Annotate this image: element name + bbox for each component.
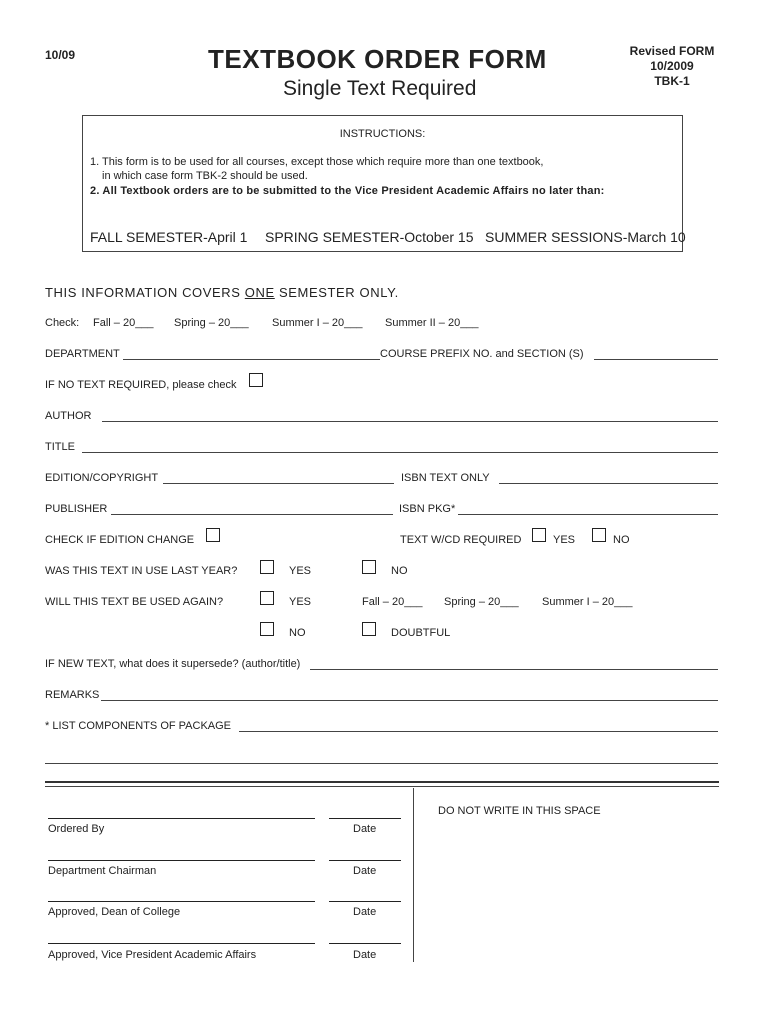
- last-year-no-checkbox[interactable]: [362, 560, 376, 574]
- last-year-yes-label: YES: [289, 565, 312, 577]
- text-cd-yes-checkbox[interactable]: [532, 528, 546, 542]
- used-again-yes-checkbox[interactable]: [260, 591, 274, 605]
- check-spring[interactable]: Spring – 20___: [174, 317, 249, 329]
- dean-date-line[interactable]: [329, 901, 401, 902]
- revision-block: [626, 44, 718, 89]
- dean-date-label: Date: [353, 906, 377, 918]
- used-again-label: WILL THIS TEXT BE USED AGAIN?: [45, 596, 224, 608]
- used-again-yes-label: YES: [289, 596, 312, 608]
- text-cd-no-checkbox[interactable]: [592, 528, 606, 542]
- ordered-by-date-label: Date: [353, 823, 377, 835]
- office-use-divider: [413, 788, 414, 962]
- semester-note: [45, 285, 399, 300]
- dean-label: Approved, Dean of College: [48, 906, 181, 918]
- chairman-date-line[interactable]: [329, 860, 401, 861]
- title-label: TITLE: [45, 441, 75, 453]
- deadline-summer: SUMMER SESSIONS-March 10: [485, 229, 686, 245]
- form-subtitle: Single Text Required: [283, 77, 477, 100]
- department-field[interactable]: [123, 348, 380, 360]
- course-prefix-label: COURSE PREFIX NO. and SECTION (S): [380, 348, 584, 360]
- used-again-doubtful-label: DOUBTFUL: [391, 627, 451, 639]
- author-field[interactable]: [102, 410, 718, 422]
- edition-field[interactable]: [163, 472, 394, 484]
- semester-note-emphasis: ONE: [244, 285, 275, 300]
- used-again-no-checkbox[interactable]: [260, 622, 274, 636]
- deadline-fall: FALL SEMESTER-April 1: [90, 229, 248, 245]
- vp-date-line[interactable]: [329, 943, 401, 944]
- components-label: * LIST COMPONENTS OF PACKAGE: [45, 720, 232, 732]
- chairman-date-label: Date: [353, 865, 377, 877]
- check-fall[interactable]: Fall – 20___: [93, 317, 154, 329]
- last-year-label: WAS THIS TEXT IN USE LAST YEAR?: [45, 565, 238, 577]
- vp-label: Approved, Vice President Academic Affairs: [48, 949, 257, 961]
- remarks-label: REMARKS: [45, 689, 100, 701]
- course-prefix-field[interactable]: [594, 348, 718, 360]
- separator-rule-bottom: [45, 786, 719, 787]
- ordered-by-date-line[interactable]: [329, 818, 401, 819]
- check-summer-1[interactable]: Summer I – 20___: [272, 317, 363, 329]
- remarks-field[interactable]: [101, 689, 718, 701]
- last-year-no-label: NO: [391, 565, 408, 577]
- used-again-fall[interactable]: Fall – 20___: [362, 596, 423, 608]
- chairman-line[interactable]: [48, 860, 315, 861]
- department-label: DEPARTMENT: [45, 348, 120, 360]
- form-title: TEXTBOOK ORDER FORM: [208, 44, 547, 74]
- text-cd-no-label: NO: [613, 534, 630, 546]
- used-again-summer[interactable]: Summer I – 20___: [542, 596, 633, 608]
- used-again-doubtful-checkbox[interactable]: [362, 622, 376, 636]
- semester-note-prefix: THIS INFORMATION COVERS: [45, 285, 245, 300]
- deadline-spring: SPRING SEMESTER-October 15: [265, 229, 474, 245]
- isbn-text-label: ISBN TEXT ONLY: [401, 472, 490, 484]
- title-field[interactable]: [82, 441, 718, 453]
- components-field[interactable]: [239, 720, 718, 732]
- edition-label: EDITION/COPYRIGHT: [45, 472, 159, 484]
- edition-change-label: CHECK IF EDITION CHANGE: [45, 534, 195, 546]
- revision-label: Revised FORM: [629, 44, 715, 58]
- no-text-checkbox[interactable]: [249, 373, 263, 387]
- form-date: 10/09: [45, 48, 76, 62]
- no-text-label: IF NO TEXT REQUIRED, please check: [45, 379, 237, 391]
- instruction-1-line1: 1. This form is to be used for all courses, except those which require more than one textbook,: [90, 156, 544, 168]
- dean-line[interactable]: [48, 901, 315, 902]
- isbn-text-field[interactable]: [499, 472, 718, 484]
- semester-note-suffix: SEMESTER ONLY.: [274, 285, 399, 300]
- vp-date-label: Date: [353, 949, 377, 961]
- instruction-1-line2: in which case form TBK-2 should be used.: [102, 170, 308, 182]
- chairman-label: Department Chairman: [48, 865, 157, 877]
- separator-rule-top: [45, 781, 719, 783]
- publisher-label: PUBLISHER: [45, 503, 108, 515]
- text-cd-label: TEXT W/CD REQUIRED: [400, 534, 522, 546]
- supersede-label: IF NEW TEXT, what does it supersede? (author/title): [45, 658, 301, 670]
- components-field-line2[interactable]: [45, 752, 718, 764]
- isbn-pkg-label: ISBN PKG*: [399, 503, 456, 515]
- last-year-yes-checkbox[interactable]: [260, 560, 274, 574]
- supersede-field[interactable]: [310, 658, 718, 670]
- office-use-label: DO NOT WRITE IN THIS SPACE: [438, 805, 601, 817]
- publisher-field[interactable]: [111, 503, 393, 515]
- instruction-2: 2. All Textbook orders are to be submitted to the Vice President Academic Affairs no later than:: [90, 185, 605, 197]
- form-code: TBK-1: [654, 74, 690, 88]
- revision-date: 10/2009: [650, 59, 694, 73]
- ordered-by-label: Ordered By: [48, 823, 105, 835]
- check-summer-2[interactable]: Summer II – 20___: [385, 317, 479, 329]
- used-again-spring[interactable]: Spring – 20___: [444, 596, 519, 608]
- author-label: AUTHOR: [45, 410, 92, 422]
- vp-line[interactable]: [48, 943, 315, 944]
- text-cd-yes-label: YES: [553, 534, 576, 546]
- used-again-no-label: NO: [289, 627, 306, 639]
- ordered-by-line[interactable]: [48, 818, 315, 819]
- edition-change-checkbox[interactable]: [206, 528, 220, 542]
- check-label: Check:: [45, 317, 80, 329]
- isbn-pkg-field[interactable]: [458, 503, 718, 515]
- instructions-heading: INSTRUCTIONS:: [339, 128, 426, 140]
